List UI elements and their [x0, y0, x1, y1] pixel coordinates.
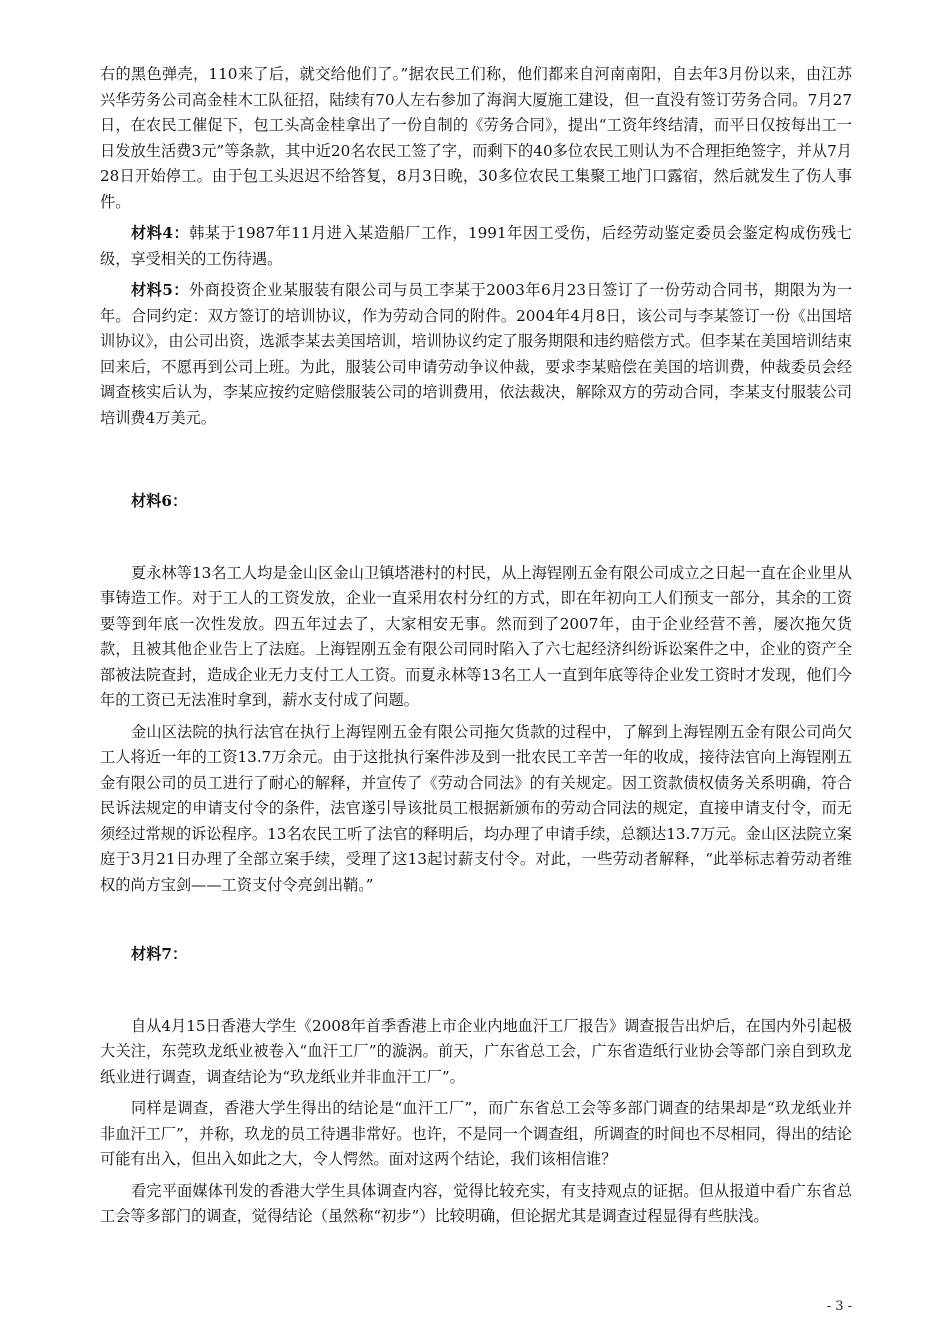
material-7-paragraph-1: 自从4月15日香港大学生《2008年首季香港上市企业内地血汗工厂报告》调查报告出炉后，在国内外引起极大关注，东莞玖龙纸业被卷入“血汗工厂”的漩涡。前天，广东省总工会，广东省造纸行业协会等部门亲自到玖龙纸业进行调查，调查结论为“玖龙纸业并非血汗工厂”。	[100, 1016, 852, 1086]
material-5-label: 材料5：	[131, 281, 189, 299]
material-6-paragraph-1: 夏永林等13名工人均是金山区金山卫镇塔港村的村民，从上海锃刚五金有限公司成立之日起一直在企业里从事铸造工作。对于工人的工资发放，企业一直采用农村分红的方式，即在年初向工人们预支一部分，其余的工资要等到年底一次性发放。四五年过去了，大家相安无事。然而到了2007年，由于企业经营不善，屡次拖欠货款，且被其他企业告上了法庭。上海锃刚五金有限公司同时陷入了六七起经济纠纷诉讼案件之中，企业的资产全部被法院查封，造成企业无力支付工人工资。而夏永林等13名工人一直到年底等待企业发工资时才发现，他们今年的工资已无法准时拿到，薪水支付成了问题。	[100, 563, 852, 709]
spacer	[100, 974, 852, 1014]
document-body	[100, 62, 852, 1236]
material-5-text: 外商投资企业某服装有限公司与员工李某于2003年6月23日签订了一份劳动合同书，期限为为一年。合同约定：双方签订的培训协议，作为劳动合同的附件。2004年4月8日，该公司与李某签订一份《出国培训协议》，由公司出资，选派李某去美国培训，培训协议约定了服务期限和违约赔偿方式。但李某在美国培训结束回来后，不愿再到公司上班。为此，服装公司申请劳动争议仲裁，要求李某赔偿在美国的培训费，仲裁委员会经调查核实后认为，李某应按约定赔偿服装公司的培训费用，依法裁决，解除双方的劳动合同，李某支付服装公司培训费4万美元。	[100, 281, 853, 427]
material-7-paragraph-2: 同样是调查，香港大学生得出的结论是“血汗工厂”，而广东省总工会等多部门调查的结果却是“玖龙纸业并非血汗工厂”，并称，玖龙的员工待遇非常好。也许，不是同一个调查组，所调查的时间也不尽相同，得出的结论可能有出入，但出入如此之大，令人愕然。面对这两个结论，我们该相信谁？	[100, 1099, 852, 1168]
material-4-text: 韩某于1987年11月进入某造船厂工作，1991年因工受伤，后经劳动鉴定委员会鉴定构成伤残七级，享受相关的工伤待遇。	[100, 224, 852, 268]
spacer	[100, 521, 852, 561]
material-7-paragraph-3: 看完平面媒体刊发的香港大学生具体调查内容，觉得比较充实，有支持观点的证据。但从报道中看广东省总工会等多部门的调查，觉得结论（虽然称“初步”）比较明确，但论据尤其是调查过程显得有些肤浅。	[100, 1181, 852, 1225]
material-4-label: 材料4：	[131, 224, 190, 242]
material-5-paragraph	[100, 278, 852, 431]
page-number: - 3 -	[826, 1299, 852, 1314]
material-6-heading: 材料6：	[131, 492, 188, 510]
material-6-paragraph-2: 金山区法院的执行法官在执行上海锃刚五金有限公司拖欠货款的过程中，了解到上海锃刚五金有限公司尚欠工人将近一年的工资13.7万余元。由于这批执行案件涉及到一批农民工辛苦一年的收成，接待法官向上海锃刚五金有限公司的员工进行了耐心的解释，并宣传了《劳动合同法》的有关规定。因工资款债权债务关系明确，符合民诉法规定的申请支付令的条件，法官遂引导该批员工根据新颁布的劳动合同法的规定，直接申请支付令，而无须经过常规的诉讼程序。13名农民工听了法官的释明后，均办理了申请手续，总额达13.7万元。金山区法院立案庭于3月21日办理了全部立案手续，受理了这13起讨薪支付令。对此，一些劳动者解释，“此举标志着劳动者维权的尚方宝剑——工资支付令亮剑出鞘。”	[100, 722, 852, 894]
material-7-heading: 材料7：	[131, 945, 188, 963]
material-4-paragraph	[100, 221, 852, 272]
spacer	[100, 904, 852, 942]
spacer	[100, 437, 852, 489]
paragraph-continued: 右的黑色弹壳，110来了后，就交给他们了。”据农民工们称，他们都来自河南南阳，自去年3月份以来，由江苏兴华劳务公司高金桂木工队征招，陆续有70人左右参加了海润大厦施工建设，但一直没有签订劳务合同。7月27日，在农民工催促下，包工头高金桂拿出了一份自制的《劳务合同》，提出“工资年终结清，而平日仅按每出工一日发放生活费3元”等条款，其中近20名农民工签了字，而剩下的40多位农民工则认为不合理拒绝签字，并从7月28日开始停工。由于包工头迟迟不给答复，8月3日晚，30多位农民工集聚工地门口露宿，然后就发生了伤人事件。	[100, 65, 852, 211]
